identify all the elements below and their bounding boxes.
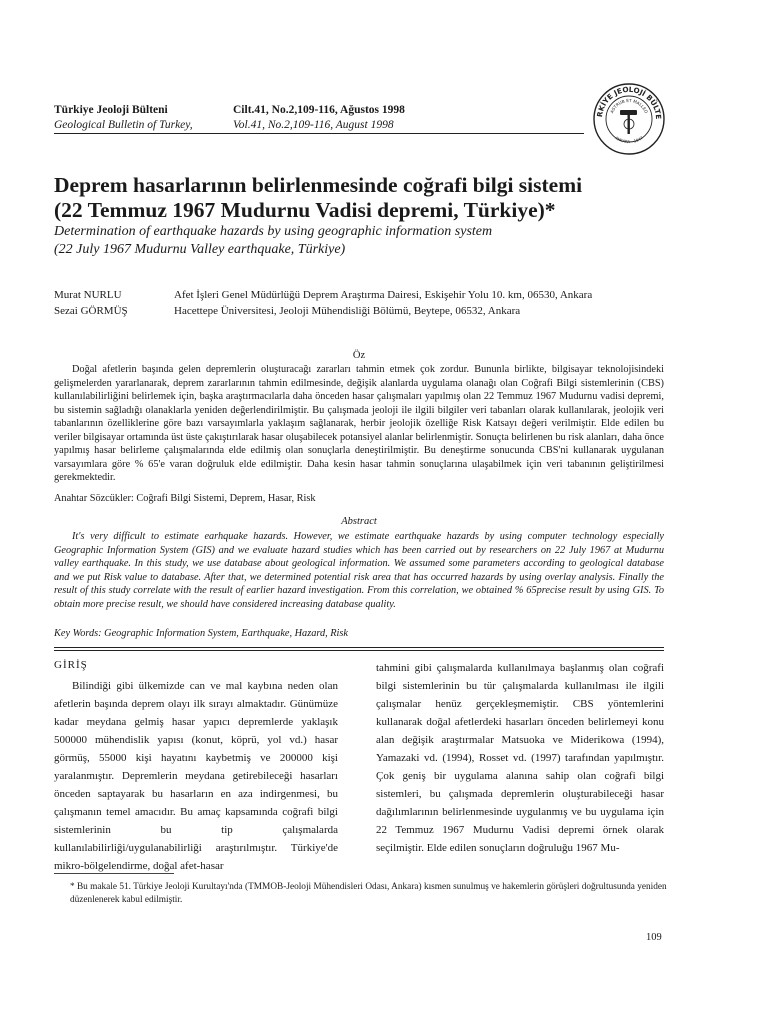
article-title-english bbox=[54, 223, 714, 259]
oz-heading: Öz bbox=[352, 350, 366, 361]
citation bbox=[233, 103, 453, 133]
header-divider bbox=[54, 133, 584, 134]
oz-keywords: Anahtar Sözcükler: Coğrafi Bilgi Sistemi, Deprem, Hasar, Risk bbox=[54, 493, 316, 504]
author-row bbox=[54, 287, 674, 303]
author-list bbox=[54, 287, 674, 319]
journal-name-en: Geological Bulletin of Turkey, bbox=[54, 119, 193, 131]
svg-text:ANKARA - 1947: ANKARA - 1947 bbox=[614, 135, 644, 145]
title-line-1: Deprem hasarlarının belirlenmesinde coğrafi bilgi sistemi bbox=[54, 173, 583, 197]
title-en-line-2: (22 July 1967 Mudurnu Valley earthquake, Türkiye) bbox=[54, 242, 346, 257]
intro-left-column: Bilindiği gibi ülkemizde can ve mal kaybına neden olan afetlerin başında deprem olayı ilk sırayı almaktadır. Günümüze kadar meydana gelmiş hasar yapıcı depremlerde yaklaşık 500000 mühendislik yapısı (konut, köprü, yol vd.) hasar görmüş, 55000 kişi hayatını kaybetmiş ve 200000 kişi yaralanmıştır. Depremlerin meydana getirebileceği hasarları önceden saptayarak bu hasarların en aza indirgenmesi, bu çalışmanın temel amacıdır. Bu amaç kapsamında coğrafi bilgi sistemlerinin bu tip çalışmalarda kullanılabilirliği/uygulanabilirliği araştırılmıştır. Türkiye'de mikro-bölgelendirme, doğal afet-hasar bbox=[54, 680, 338, 872]
journal-name bbox=[54, 103, 244, 133]
citation-en: Vol.41, No.2,109-116, August 1998 bbox=[233, 119, 394, 131]
citation-tr: Cilt.41, No.2,109-116, Ağustos 1998 bbox=[233, 104, 405, 116]
section-divider bbox=[54, 647, 664, 648]
footnote: * Bu makale 51. Türkiye Jeoloji Kurultayı'nda (TMMOB-Jeoloji Mühendisleri Odası, Ankara) kısmen sunulmuş ve hakemlerin görüşleri doğrultusunda yeniden düzenlenerek kabul edilmiştir. bbox=[70, 882, 667, 905]
author-affiliation: Hacettepe Üniversitesi, Jeoloji Mühendisliği Bölümü, Beytepe, 06532, Ankara bbox=[174, 305, 521, 317]
author-name: Murat NURLU bbox=[54, 289, 122, 301]
intro-heading: GİRİŞ bbox=[54, 659, 88, 671]
abstract-body: It's very difficult to estimate earhquake hazards. However, we estimate earthquake hazards by using computer technology especially Geographic Information System (GIS) and we evaluate hazard studies which has been carried out by researchers on 22 July 1967 at Mudurnu valley earthquake. In this study, we use database about geological information. We assumed some parameters according to geological database and we put Risk value to database. After that, we determined potential risk area that has occurred hazards by using overlay analysis. Finally the result of this study correlate with the result of earlier hazard investigation. From this correlation, we obtained % 65precise result by using GIS. To obtain more precise result, we should have considered increasing database quality. bbox=[54, 531, 664, 610]
article-title bbox=[54, 173, 714, 223]
oz-body: Doğal afetlerin başında gelen depremlerin oluşturacağı zararları tahmin etmek çok zordur. Bununla birlikte, bilgisayar teknolojisindeki gelişmelerden yararlanarak, deprem zararlarının tahmin edilmesinde, değişik alanlarda uygulama olanağı olan Coğrafi Bilgi sistemlerinin (CBS) kullanılabilirliğini belirlemek için, başka araştırmacılarla daha önceden hasar çalışmaları yapılmış olan 22 Temmuz 1967 Mudurnu vadisi depremi, bu sistemin sağladığı olanaklarla yeniden değerlendirilmiştir. Bu çalışmada jeoloji ile ilgili bilgiler veri tabanları olarak kullanılarak, jeolojik veri tabanlarının özelliklerine göre bazı varsayımlarla yaklaşım sağlanarak, herbir jeolojik özelliğe Risk Katsayı değeri verilmiştir. Elde edilen bu veriler bilgisayar ortamında üst üste çakıştırılarak hasar oluşabilecek potansiyel alanlar belirlenmiştir. Sonuçta belirlenen bu risk alanları, daha önce yapılmış hasar belirleme çalışmalarında elde edilmiş olan sonuçlarla deneştirilmiştir. Bu deneştirme sonucunda CBS'ni kullanarak uygulanan varsayımlara göre % 65'e varan doğruluk elde edilmiştir. Daha kesin hasar tahmin sonuçlarına ulaşabilmek için veri tabanının geliştirilmesi gerekmektedir. bbox=[54, 364, 664, 483]
svg-text:ASTRUB ET MALLEO: ASTRUB ET MALLEO bbox=[609, 97, 649, 114]
title-en-line-1: Determination of earthquake hazards by using geographic information system bbox=[54, 224, 493, 239]
abstract-keywords: Key Words: Geographic Information System, Earthquake, Hazard, Risk bbox=[54, 628, 348, 639]
journal-name-tr: Türkiye Jeoloji Bülteni bbox=[54, 104, 168, 116]
footnote-divider bbox=[54, 873, 174, 874]
svg-text:TÜRKİYE JEOLOJİ BÜLTENİ: RKİYE JEOLOJİ BÜLTE bbox=[594, 84, 664, 120]
author-row bbox=[54, 303, 674, 319]
seal-icon bbox=[592, 82, 666, 156]
author-affiliation: Afet İşleri Genel Müdürlüğü Deprem Araştırma Dairesi, Eskişehir Yolu 10. km, 06530, Ankara bbox=[174, 289, 593, 301]
page-number: 109 bbox=[646, 932, 662, 943]
abstract-heading: Abstract bbox=[341, 516, 377, 527]
section-divider bbox=[54, 650, 664, 651]
journal-seal-logo bbox=[592, 82, 666, 156]
author-name: Sezai GÖRMÜŞ bbox=[54, 305, 128, 317]
intro-right-column: tahmini gibi çalışmalarda kullanılmaya başlanmış olan coğrafi bilgi sistemlerinin bu tür çalışmalarda kullanılması ile ilgili çalışmalar henüz gerçekleşmemiştir. CBS yöntemlerini kullanarak doğal afetlerdeki hasarları önceden belirlemeyi konu alan değişik araştırmalar Matsuoka ve Miderikowa (1994), Yamazaki vd. (1994), Rosset vd. (1997) tarafından yapılmıştır. Çok geniş bir uygulama alanına sahip olan coğrafi bilgi sistemleri, bu çalışmada depremlerin oluşturabileceği hasar dağılımlarının belirlenmesinde uygulanmış ve bu uygulama için 22 Temmuz 1967 Mudurnu Vadisi depremi örnek olarak seçilmiştir. Elde edilen sonuçların doğruluğu 1967 Mu- bbox=[376, 662, 664, 854]
title-line-2: (22 Temmuz 1967 Mudurnu Vadisi depremi, Türkiye)* bbox=[54, 198, 556, 222]
